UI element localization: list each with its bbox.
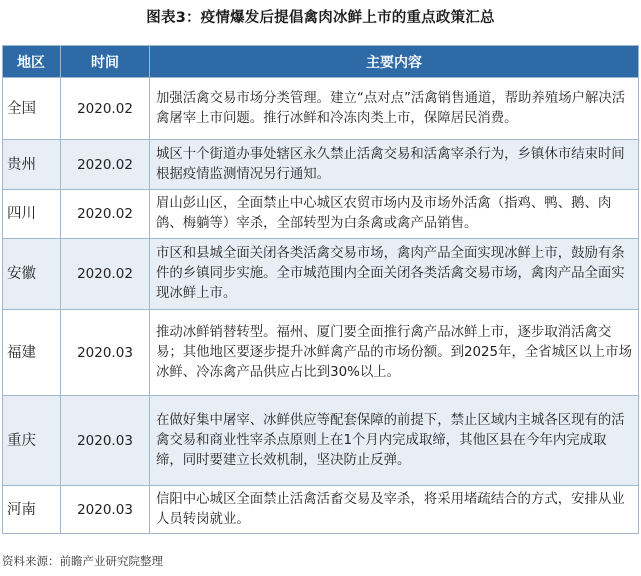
cell-content: 加强活禽交易市场分类管理。建立“点对点”活禽销售通道，帮助养殖场户解决活禽屠宰上市问题。推行冰鲜和冷冻肉类上市，保障居民消费。 (150, 78, 639, 140)
figure-title: 图表3：疫情爆发后提倡禽肉冰鲜上市的重点政策汇总 (146, 10, 495, 26)
cell-region: 贵州 (3, 140, 61, 190)
table-row (3, 396, 639, 486)
table-header-row (3, 46, 639, 78)
cell-content: 信阳中心城区全面禁止活禽活畜交易及宰杀，将采用堵疏结合的方式，安排从业人员转岗就业。 (150, 486, 639, 534)
cell-region: 河南 (3, 486, 61, 534)
source-note: 资料来源：前瞻产业研究院整理 (2, 554, 163, 568)
table-row (3, 190, 639, 239)
cell-time: 2020.03 (61, 310, 150, 396)
table-row (3, 310, 639, 396)
policy-table (2, 45, 639, 534)
cell-content: 眉山彭山区，全面禁止中心城区农贸市场内及市场外活禽（指鸡、鸭、鹅、肉鸽、梅躺等）宰杀，全部转型为白条禽或禽产品销售。 (150, 190, 639, 239)
table-row (3, 239, 639, 310)
cell-content: 推动冰鲜销替转型。福州、厦门要全面推行禽产品冰鲜上市，逐步取消活禽交易；其他地区要逐步提升冰鲜禽产品的市场份额。到2025年，全省城区以上市场冰鲜、冷冻禽产品供应占比到30%以上。 (150, 310, 639, 396)
table-row (3, 140, 639, 190)
table-row (3, 78, 639, 140)
cell-region: 重庆 (3, 396, 61, 486)
cell-region: 四川 (3, 190, 61, 239)
header-time: 时间 (61, 46, 150, 78)
cell-content: 市区和县城全面关闭各类活禽交易市场，禽肉产品全面实现冰鲜上市，鼓励有条件的乡镇同步实施。全市城范围内全面关闭各类活禽交易市场，禽肉产品全面实现冰鲜上市。 (150, 239, 639, 310)
cell-region: 福建 (3, 310, 61, 396)
cell-time: 2020.02 (61, 239, 150, 310)
cell-time: 2020.03 (61, 486, 150, 534)
cell-time: 2020.02 (61, 140, 150, 190)
cell-time: 2020.02 (61, 78, 150, 140)
table-row (3, 486, 639, 534)
cell-time: 2020.03 (61, 396, 150, 486)
cell-content: 城区十个街道办事处辖区永久禁止活禽交易和活禽宰杀行为，乡镇休市结束时间根据疫情监测情况另行通知。 (150, 140, 639, 190)
cell-region: 全国 (3, 78, 61, 140)
header-region: 地区 (3, 46, 61, 78)
cell-content: 在做好集中屠宰、冰鲜供应等配套保障的前提下，禁止区域内主城各区现有的活禽交易和商业性宰杀点原则上在1个月内完成取缔，其他区县在今年内完成取缔，同时要建立长效机制，坚决防止反弹。 (150, 396, 639, 486)
header-content: 主要内容 (150, 46, 639, 78)
cell-region: 安徽 (3, 239, 61, 310)
cell-time: 2020.02 (61, 190, 150, 239)
